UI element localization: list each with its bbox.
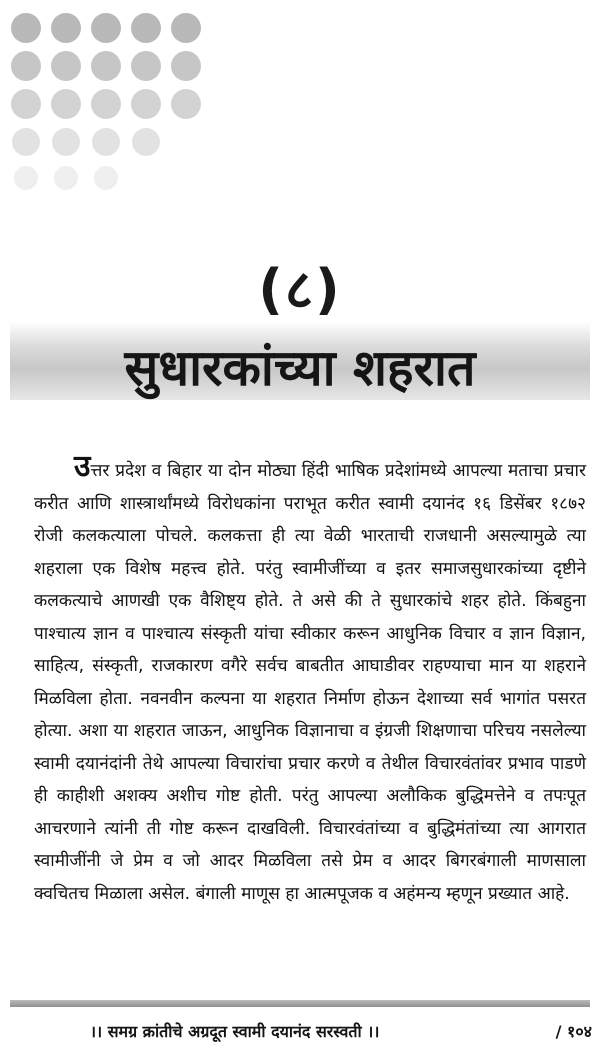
book-title: ।। समग्र क्रांतीचे अग्रदूत स्वामी दयानंद सरस्वती ।।: [90, 1022, 380, 1041]
dot-row-3: [11, 89, 201, 119]
page-number: / १०४: [555, 1022, 592, 1041]
footer-rule: [10, 1000, 590, 1007]
chapter-body: [34, 449, 586, 910]
decorative-dot-pattern: [6, 8, 206, 198]
dot-row-2: [11, 51, 201, 81]
dot-row-1: [11, 13, 201, 43]
chapter-number: (८): [258, 258, 342, 321]
drop-cap: उ: [74, 449, 91, 484]
chapter-title: सुधारकांच्या शहरात: [124, 339, 476, 397]
dot-row-5: [14, 166, 118, 190]
dot-row-4: [12, 128, 160, 156]
page-footer: [0, 1016, 592, 1048]
paragraph-text: त्तर प्रदेश व बिहार या दोन मोठ्या हिंदी भाषिक प्रदेशांमध्ये आपल्या मताचा प्रचार करीत आणि शास्त्रार्थांमध्ये विरोधकांना पराभूत करीत स्वामी दयानंद १६ डिसेंबर १८७२ रोजी कलकत्याला पोचले. कलकत्ता ही त्या वेळी भारताची राजधानी असल्यामुळे त्या शहराला एक विशेष महत्त्व होते. परंतु स्वामीजींच्या व इतर समाजसुधारकांच्या दृष्टीने कलकत्याचे आणखी एक वैशिष्ट्य होते. ते असे की ते सुधारकांचे शहर होते. किंबहुना पाश्चात्य ज्ञान व पाश्चात्य संस्कृती यांचा स्वीकार करून आधुनिक विचार व ज्ञान विज्ञान, साहित्य, संस्कृती, राजकारण वगैरे सर्वच बाबतीत आघाडीवर राहण्याचा मान या शहराने मिळविला होता. नवनवीन कल्पना या शहरात निर्माण होऊन देशाच्या सर्व भागांत पसरत होत्या. अशा या शहरात जाऊन, आधुनिक विज्ञानाचा व इंग्रजी शिक्षणाचा परिचय नसलेल्या स्वामी दयानंदांनी तेथे आपल्या विचारांचा प्रचार करणे व तेथील विचारवंतांवर प्रभाव पाडणे ही काहीशी अशक्य अशीच गोष्ट होती. परंतु आपल्या अलौकिक बुद्धिमत्तेने व तपःपूत आचरणाने त्यांनी ती गोष्ट करून दाखविली. विचारवंतांच्या व बुद्धिमंतांच्या त्या आगरात स्वामीजींनी जे प्रेम व जो आदर मिळविला तसे प्रेम व आदर बिगरबंगाली माणसाला क्वचितच मिळाला असेल. बंगाली माणूस हा आत्मपूजक व अहंमन्य म्हणून प्रख्यात आहे.: [34, 461, 586, 904]
